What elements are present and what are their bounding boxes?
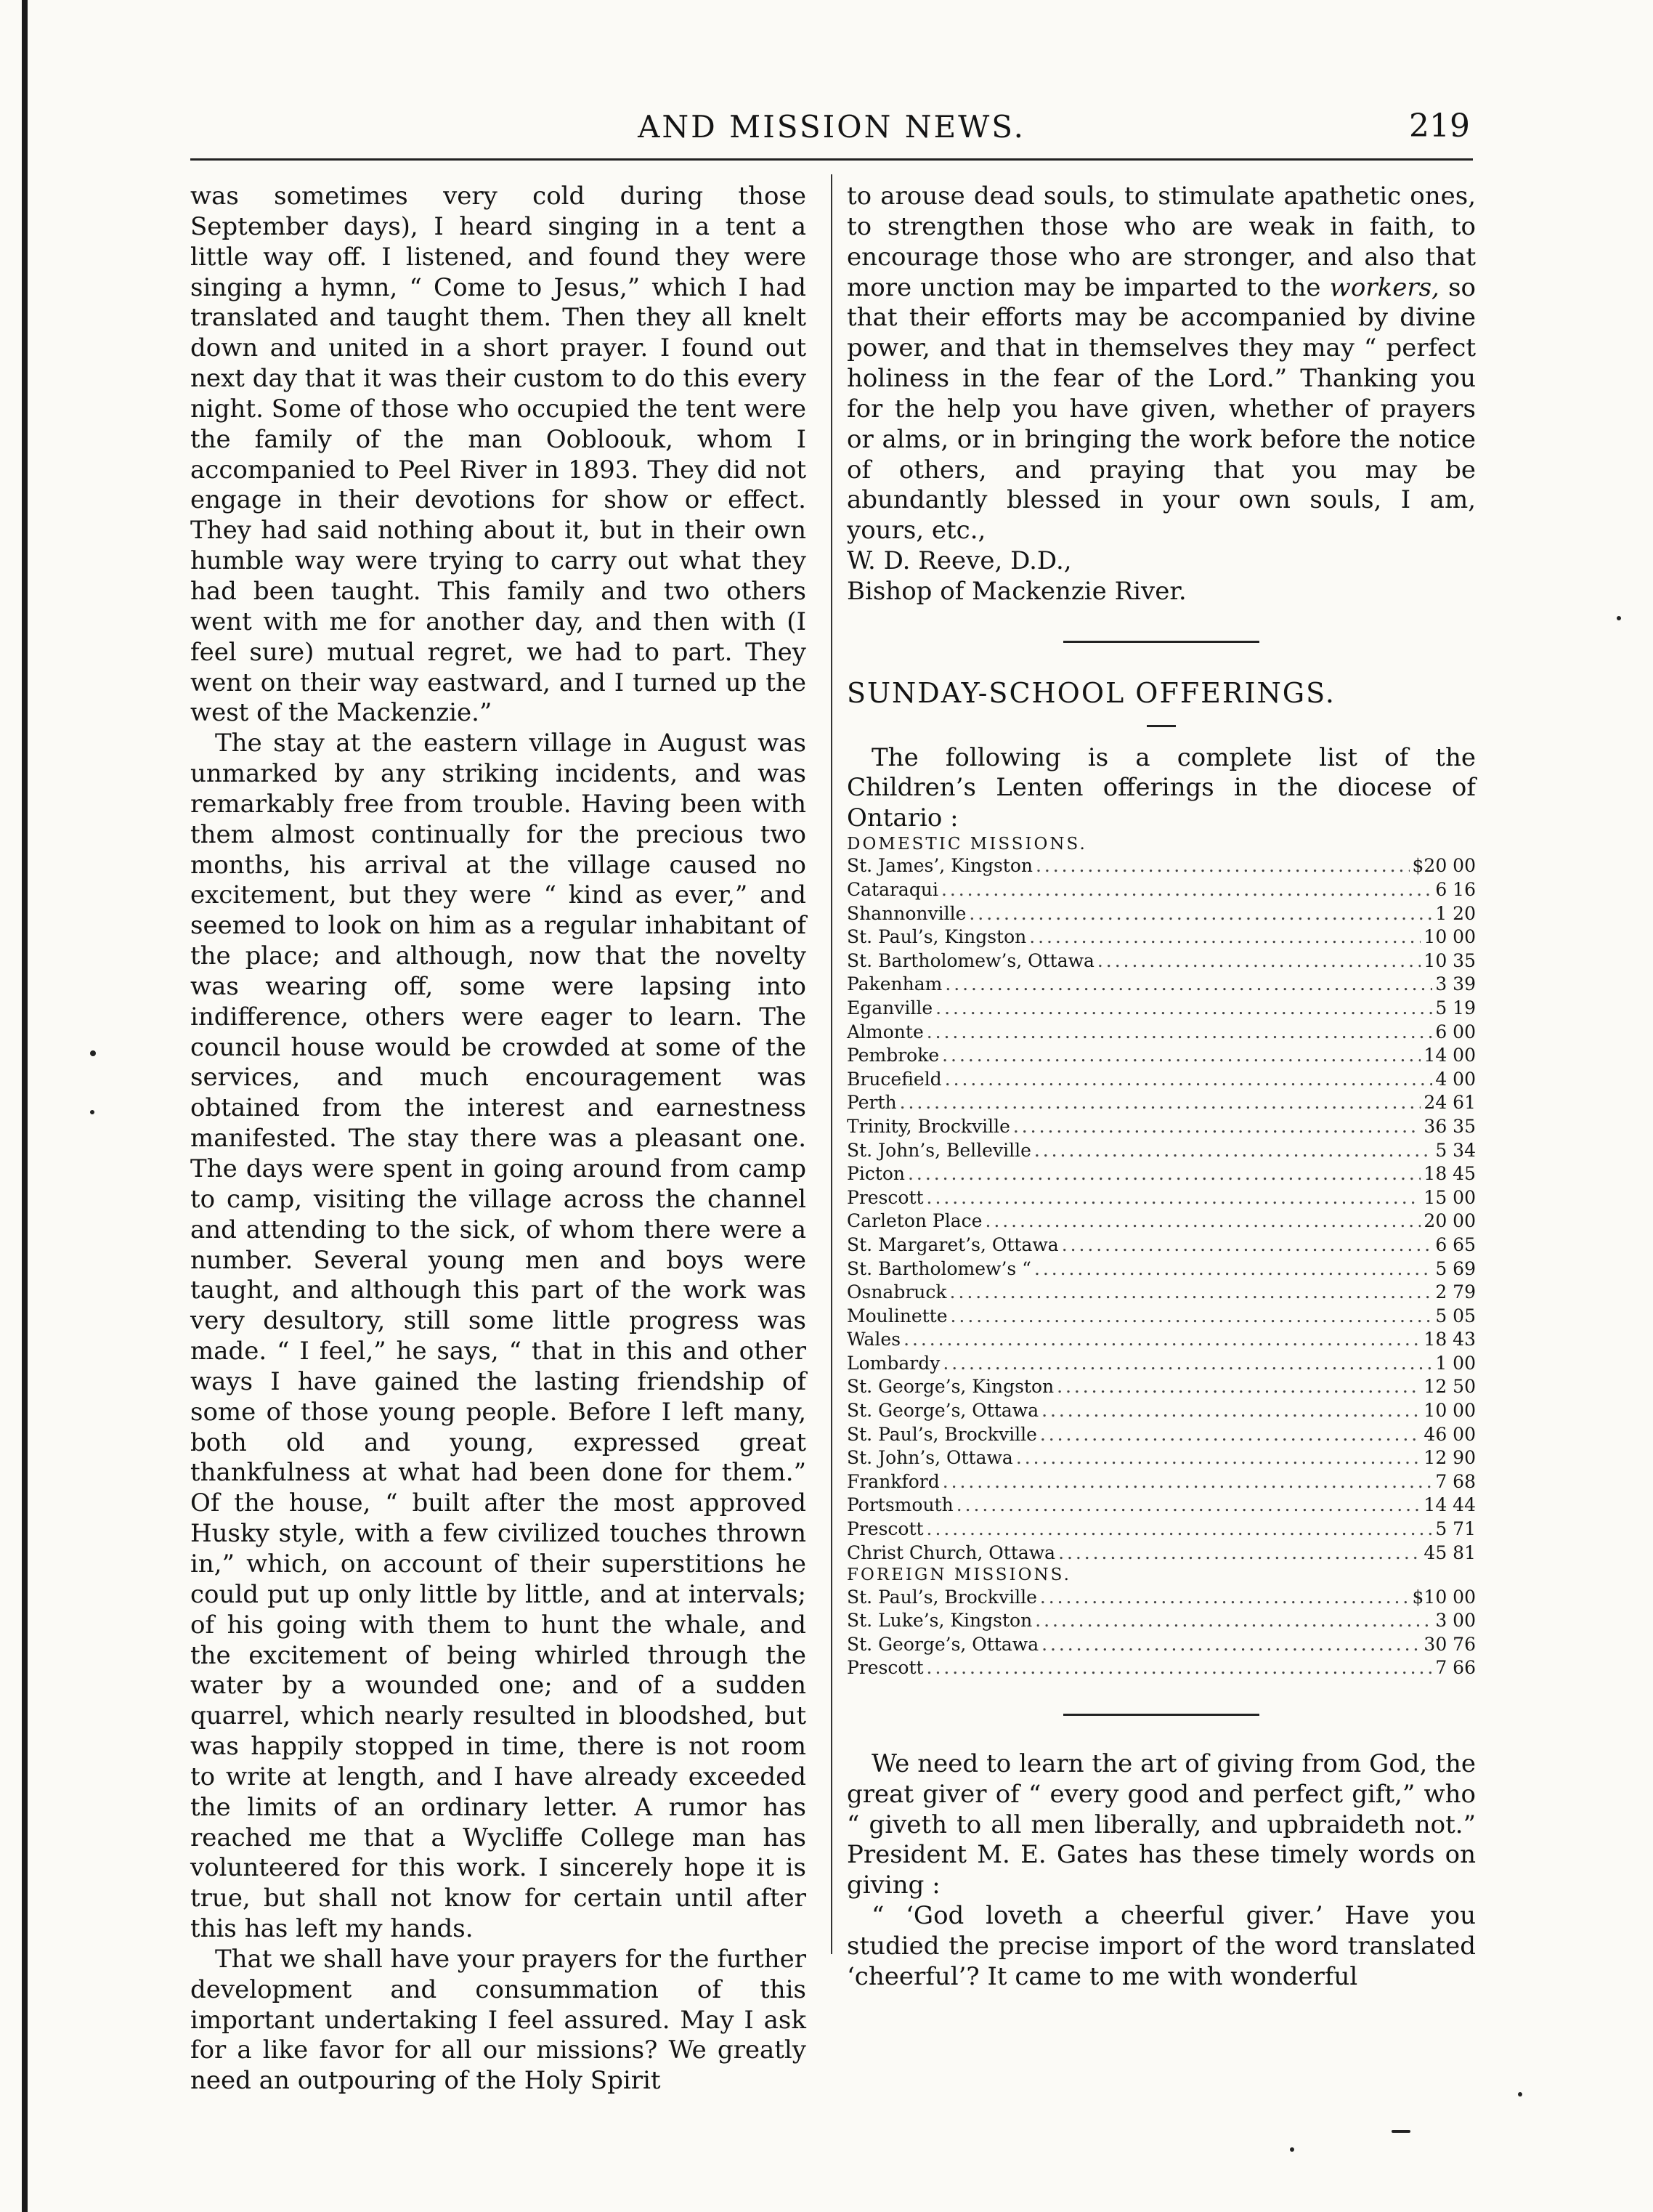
parish-name: Prescott	[847, 1518, 924, 1540]
binding-edge	[22, 0, 28, 2212]
offering-amount: 15 00	[1423, 1186, 1476, 1208]
leader-dots	[1040, 1423, 1421, 1447]
parish-name: Perth	[847, 1092, 897, 1114]
parish-name: St. James’, Kingston	[847, 855, 1033, 877]
leader-dots	[908, 1162, 1421, 1186]
domestic-list	[847, 854, 1476, 1565]
offering-amount: 18 43	[1423, 1329, 1476, 1350]
offering-row	[847, 949, 1476, 973]
offering-amount: 7 68	[1435, 1470, 1476, 1492]
section-title: SUNDAY-SCHOOL OFFERINGS.	[847, 676, 1336, 709]
leader-dots	[903, 1328, 1421, 1352]
parish-name: Shannonville	[847, 902, 967, 924]
leader-dots	[945, 1068, 1433, 1092]
offering-amount: 1 00	[1435, 1352, 1476, 1374]
offering-row	[847, 997, 1476, 1021]
offering-row	[847, 1375, 1476, 1399]
parish-name: Picton	[847, 1163, 906, 1185]
domestic-heading: DOMESTIC MISSIONS.	[847, 835, 1087, 854]
offering-amount: 5 71	[1435, 1518, 1476, 1540]
offering-row	[847, 1656, 1476, 1680]
foreign-heading: FOREIGN MISSIONS.	[847, 1565, 1071, 1585]
header-rule	[190, 158, 1473, 161]
offering-row	[847, 878, 1476, 902]
parish-name: Trinity, Brockville	[847, 1115, 1010, 1137]
section-divider	[1063, 1714, 1259, 1716]
offering-row	[847, 1021, 1476, 1045]
offering-amount: 6 65	[1435, 1233, 1476, 1255]
left-column	[190, 182, 806, 2096]
parish-name: Wales	[847, 1329, 901, 1350]
leader-dots	[1040, 1586, 1410, 1610]
offering-row	[847, 1305, 1476, 1329]
parish-name: St. John’s, Ottawa	[847, 1447, 1013, 1469]
offering-row	[847, 1586, 1476, 1610]
leader-dots	[969, 902, 1432, 926]
offering-amount: 30 76	[1423, 1633, 1476, 1655]
parish-name: Christ Church, Ottawa	[847, 1541, 1056, 1563]
leader-dots	[1029, 925, 1421, 949]
offering-row	[847, 1609, 1476, 1633]
leader-dots	[927, 1518, 1433, 1541]
page-number: 219	[1409, 108, 1470, 145]
speck	[1617, 616, 1621, 620]
parish-name: St. Paul’s, Brockville	[847, 1423, 1037, 1445]
leader-dots	[943, 1470, 1433, 1494]
leader-dots	[1016, 1446, 1421, 1470]
leader-dots	[1034, 1139, 1432, 1163]
offering-amount: 14 00	[1423, 1045, 1476, 1066]
parish-name: St. Bartholomew’s “	[847, 1257, 1031, 1279]
offering-amount: 14 44	[1423, 1494, 1476, 1516]
leader-dots	[941, 878, 1432, 902]
leader-dots	[950, 1281, 1433, 1305]
offering-amount: $20 00	[1412, 855, 1476, 877]
offering-amount: 5 19	[1435, 997, 1476, 1018]
parish-name: Osnabruck	[847, 1281, 947, 1303]
parish-name: St. Paul’s, Brockville	[847, 1586, 1037, 1608]
leader-dots	[927, 1186, 1421, 1210]
leader-dots	[951, 1305, 1433, 1329]
offering-row	[847, 1633, 1476, 1657]
offering-amount: 20 00	[1423, 1210, 1476, 1232]
title-dash	[1147, 725, 1176, 727]
leader-dots	[1036, 854, 1410, 878]
offering-amount: 3 39	[1435, 973, 1476, 995]
offering-amount: 10 00	[1423, 926, 1476, 948]
offering-row	[847, 854, 1476, 878]
parish-name: St. Margaret’s, Ottawa	[847, 1233, 1059, 1255]
offering-row	[847, 1470, 1476, 1494]
offering-row	[847, 1068, 1476, 1092]
offering-amount: 6 16	[1435, 879, 1476, 901]
offering-amount: 1 20	[1435, 902, 1476, 924]
offering-row	[847, 1162, 1476, 1186]
speck	[1518, 2092, 1522, 2096]
speck	[90, 1110, 94, 1114]
parish-name: St. Bartholomew’s, Ottawa	[847, 949, 1094, 971]
offering-amount: $10 00	[1412, 1586, 1476, 1608]
leader-dots	[1041, 1633, 1421, 1657]
parish-name: Pakenham	[847, 973, 943, 995]
parish-name: St. George’s, Kingston	[847, 1376, 1055, 1398]
offering-row	[847, 1352, 1476, 1376]
leader-dots	[945, 973, 1432, 997]
running-title: AND MISSION NEWS.	[638, 109, 1025, 145]
parish-name: Prescott	[847, 1186, 924, 1208]
right-column	[847, 182, 1476, 1993]
offering-row	[847, 1446, 1476, 1470]
letter-closing-text: so that their efforts may be accompanied by divine power, and that in themselves they may “ perfect holiness in the fear of the Lord.” Thanking you for the help you have given, whether of prayers or alms, or in bringing the work before the notice of others, and praying that you may be abundantly blessed in your own souls, I am, yours, etc.,	[847, 272, 1476, 546]
offering-amount: 4 00	[1435, 1068, 1476, 1090]
leader-dots	[985, 1210, 1421, 1233]
offering-amount: 6 00	[1435, 1021, 1476, 1042]
section-divider	[1063, 641, 1259, 643]
offering-row	[847, 1115, 1476, 1139]
body-paragraph: “ ‘God loveth a cheerful giver.’ Have you studied the precise import of the word translated ‘cheerful’? It came to me with wonderful	[847, 1901, 1476, 1991]
offering-row	[847, 1186, 1476, 1210]
parish-name: Almonte	[847, 1021, 924, 1042]
parish-name: St. George’s, Ottawa	[847, 1400, 1039, 1422]
leader-dots	[1057, 1375, 1421, 1399]
offering-amount: 12 90	[1423, 1447, 1476, 1469]
leader-dots	[1058, 1541, 1421, 1565]
offering-row	[847, 1139, 1476, 1163]
leader-dots	[957, 1494, 1421, 1518]
offering-row	[847, 1233, 1476, 1257]
parish-name: St. George’s, Ottawa	[847, 1633, 1039, 1655]
offering-row	[847, 1210, 1476, 1233]
offering-row	[847, 1281, 1476, 1305]
leader-dots	[900, 1091, 1421, 1115]
offering-amount: 5 69	[1435, 1257, 1476, 1279]
leader-dots	[1013, 1115, 1421, 1139]
parish-name: Eganville	[847, 997, 933, 1018]
offering-amount: 12 50	[1423, 1376, 1476, 1398]
parish-name: St. John’s, Belleville	[847, 1139, 1031, 1161]
offering-amount: 10 00	[1423, 1400, 1476, 1422]
body-paragraph: That we shall have your prayers for the further development and consummation of this important undertaking I feel assured. May I ask for a like favor for all our missions? We greatly need an outpouring of the Holy Spirit	[190, 1944, 806, 2096]
leader-dots	[1041, 1399, 1421, 1423]
parish-name: Portsmouth	[847, 1494, 954, 1516]
offering-amount: 10 35	[1423, 949, 1476, 971]
offering-row	[847, 1541, 1476, 1565]
offering-amount: 7 66	[1435, 1657, 1476, 1679]
parish-name: Cataraqui	[847, 879, 938, 901]
offering-amount: 45 81	[1423, 1541, 1476, 1563]
body-paragraph: was sometimes very cold during those September days), I heard singing in a tent a little way off. I listened, and found they were singing a hymn, “ Come to Jesus,” which I had translated and taught them. Then they all knelt down and united in a short prayer. I found out next day that it was their custom to do this every night. Some of those who occupied the tent were the family of the man Oobloouk, whom I accompanied to Peel River in 1893. They did not engage in their devotions for show or effect. They had said nothing about it, but in their own humble way were trying to carry out what they had been taught. This family and two others went with me for another day, and then with (I feel sure) mutual regret, we had to part. They went on their way eastward, and I turned up the west of the Mackenzie.”	[190, 182, 806, 728]
foreign-list	[847, 1586, 1476, 1680]
signature-name: W. D. Reeve, D.D.,	[847, 546, 1072, 576]
parish-name: Moulinette	[847, 1305, 948, 1326]
offering-amount: 18 45	[1423, 1163, 1476, 1185]
offering-row	[847, 1328, 1476, 1352]
parish-name: Prescott	[847, 1657, 924, 1679]
offering-row	[847, 1091, 1476, 1115]
leader-dots	[1034, 1257, 1432, 1281]
offering-row	[847, 973, 1476, 997]
leader-dots	[1097, 949, 1421, 973]
leader-dots	[927, 1021, 1433, 1045]
offering-row	[847, 1257, 1476, 1281]
leader-dots	[943, 1352, 1432, 1376]
body-paragraph: We need to learn the art of giving from God, the great giver of “ every good and perfect gift,” who “ giveth to all men liberally, and upbraideth not.” President M. E. Gates has these timely words on giving :	[847, 1749, 1476, 1900]
body-paragraph: The stay at the eastern village in August was unmarked by any striking incidents, and was remarkably free from trouble. Having been with them almost continually for the precious two months, his arrival at the village caused no excitement, but they were “ kind as ever,” and seemed to look on him as a regular inhabitant of the place; and although, now that the novelty was wearing off, some were lapsing into indifference, others were eager to learn. The council house would be crowded at some of the services, and much encouragement was obtained from the interest and earnestness manifested. The stay there was a pleasant one. The days were spent in going around from camp to camp, visiting the village across the channel and attending to the sick, of whom there were a number. Several young men and boys were taught, and although this part of the work was very desultory, still some little progress was made. “ I feel,” he says, “ that in this and other ways I have gained the lasting friendship of some of those young people. Before I left many, both old and young, expressed great thankfulness at what had been done for them.” Of the house, “ built after the most approved Husky style, with a few civilized touches thrown in,” which, on account of their superstitions he could put up only little by little, and at intervals; of his going with them to hunt the whale, and the excitement of being whirled through the water by a wounded one; and of a sudden quarrel, which nearly resulted in bloodshed, but was happily stopped in time, there is not room to write at length, and I have already exceeded the limits of an ordinary letter. A rumor has reached me that a Wycliffe College man has volunteered for this work. I sincerely hope it is true, but shall not know for certain until after this has left my hands.	[190, 729, 806, 1944]
parish-name: Lombardy	[847, 1352, 941, 1374]
column-divider	[831, 174, 832, 1954]
parish-name: St. Luke’s, Kingston	[847, 1610, 1033, 1632]
letter-closing	[847, 182, 1476, 546]
leader-dots	[935, 997, 1432, 1021]
letter-closing-text: to arouse dead souls, to stimulate apathetic ones, to strengthen those who are weak in faith, to encourage those who are stronger, and also that more unction may be imparted to the	[847, 182, 1476, 302]
leader-dots	[927, 1656, 1433, 1680]
intro-paragraph: The following is a complete list of the Children’s Lenten offerings in the diocese of Ontario :	[847, 742, 1476, 833]
offering-row	[847, 1494, 1476, 1518]
speck	[1392, 2130, 1410, 2133]
parish-name: Brucefield	[847, 1068, 942, 1090]
leader-dots	[1035, 1609, 1432, 1633]
offering-row	[847, 1399, 1476, 1423]
offering-amount: 2 79	[1435, 1281, 1476, 1303]
offering-amount: 5 34	[1435, 1139, 1476, 1161]
offering-row	[847, 1518, 1476, 1541]
offering-amount: 3 00	[1435, 1610, 1476, 1632]
page-header	[190, 103, 1473, 154]
parish-name: Carleton Place	[847, 1210, 983, 1232]
speck	[1290, 2147, 1294, 2152]
offering-row	[847, 902, 1476, 926]
parish-name: Pembroke	[847, 1045, 940, 1066]
speck	[90, 1050, 96, 1056]
leader-dots	[1062, 1233, 1433, 1257]
offering-row	[847, 1044, 1476, 1068]
offering-amount: 5 05	[1435, 1305, 1476, 1326]
offering-row	[847, 1423, 1476, 1447]
parish-name: St. Paul’s, Kingston	[847, 926, 1027, 948]
parish-name: Frankford	[847, 1470, 940, 1492]
signature-title: Bishop of Mackenzie River.	[847, 576, 1187, 606]
offering-amount: 36 35	[1423, 1115, 1476, 1137]
offering-amount: 24 61	[1423, 1092, 1476, 1114]
offering-amount: 46 00	[1423, 1423, 1476, 1445]
leader-dots	[942, 1044, 1421, 1068]
offering-row	[847, 925, 1476, 949]
emphasized-word: workers,	[1329, 272, 1439, 302]
